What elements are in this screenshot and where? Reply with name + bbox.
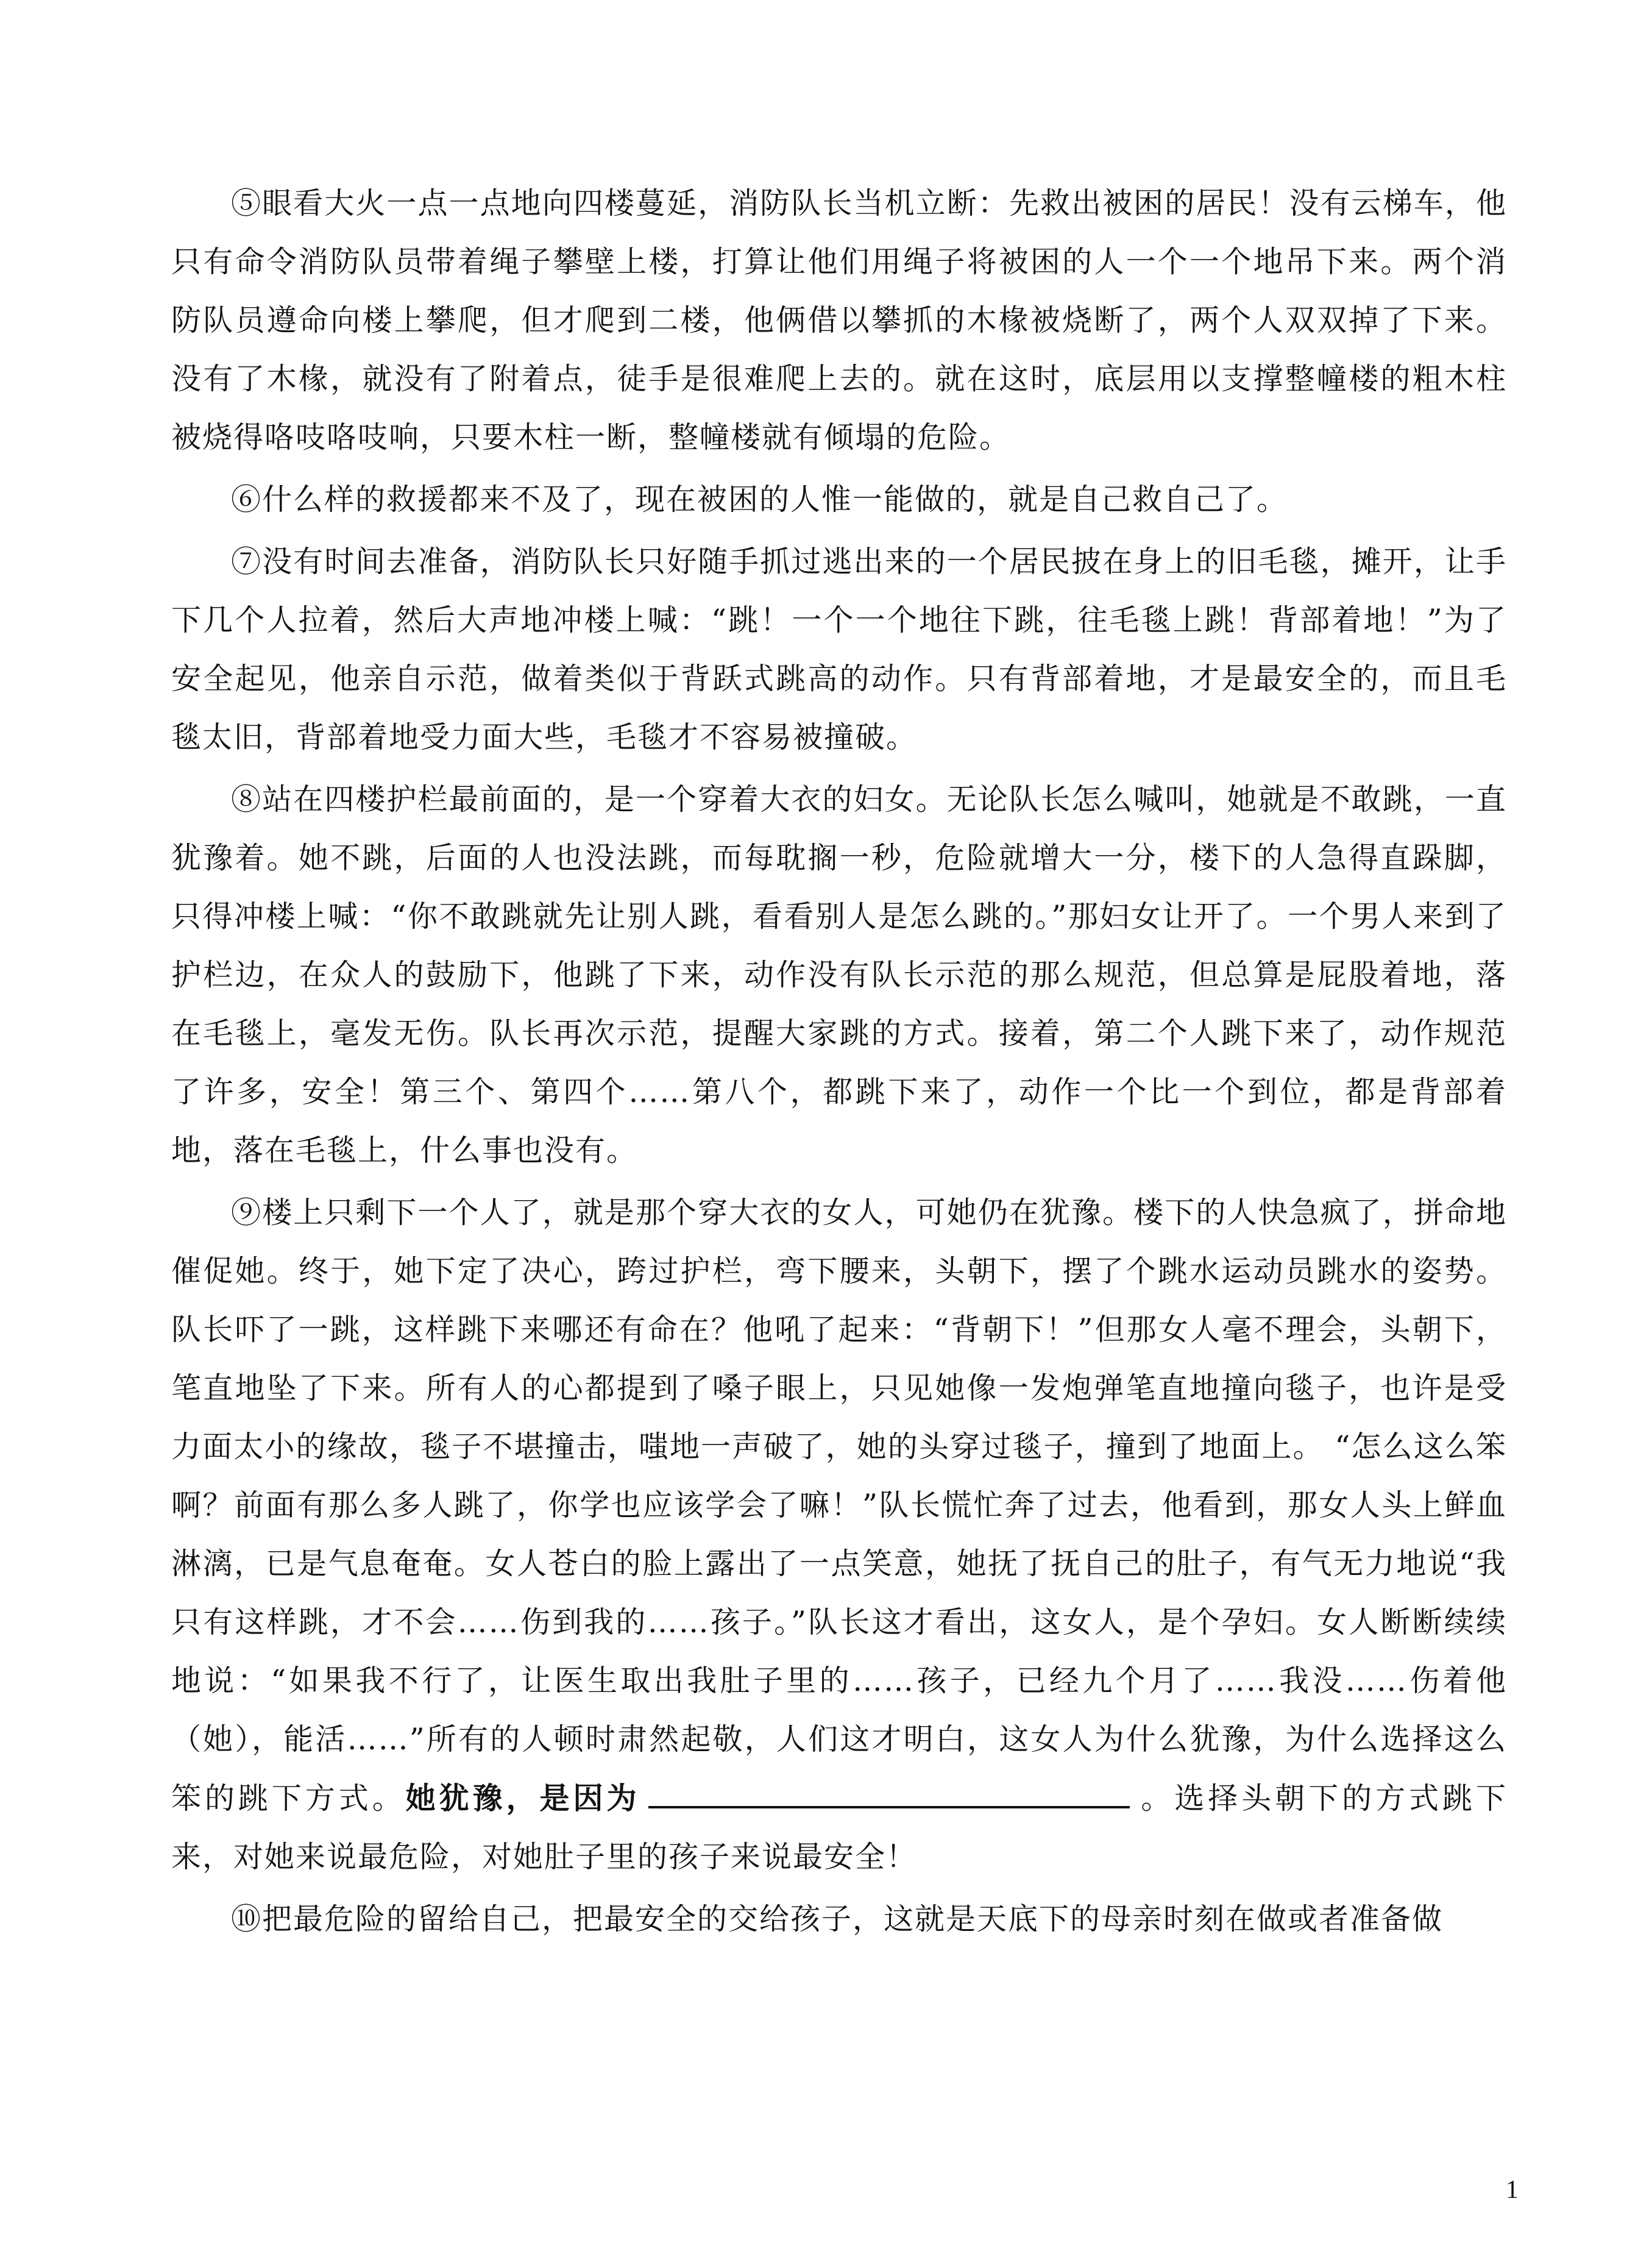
page-number: 1 bbox=[1506, 2176, 1519, 2204]
answer-blank[interactable] bbox=[648, 1774, 1130, 1808]
paragraph-5: ⑤眼看大火一点一点地向四楼蔓延，消防队长当机立断：先救出被困的居民！没有云梯车，他只有命令消防队员带着绳子攀壁上楼，打算让他们用绳子将被困的人一个一个地吊下来。两个消防队员遵命向楼上攀爬，但才爬到二楼，他俩借以攀抓的木椽被烧断了，两个人双双掉了下来。没有了木椽，就没有了附着点，徒手是很难爬上去的。就在这时，底层用以支撑整幢楼的粗木柱被烧得咯吱咯吱响，只要木柱一断，整幢楼就有倾塌的危险。 bbox=[171, 186, 1507, 455]
paragraph-8: ⑧站在四楼护栏最前面的，是一个穿着大衣的妇女。无论队长怎么喊叫，她就是不敢跳，一直犹豫着。她不跳，后面的人也没法跳，而每耽搁一秒，危险就增大一分，楼下的人急得直跺脚，只得冲楼上喊：“你不敢跳就先让别人跳，看看别人是怎么跳的。”那妇女让开了。一个男人来到了护栏边，在众人的鼓励下，他跳了下来，动作没有队长示范的那么规范，但总算是屁股着地，落在毛毯上，毫发无伤。队长再次示范，提醒大家跳的方式。接着，第二个人跳下来了，动作规范了许多，安全！第三个、第四个……第八个，都跳下来了，动作一个比一个到位，都是背部着地，落在毛毯上，什么事也没有。 bbox=[171, 782, 1507, 1168]
paragraph-9 bbox=[171, 1184, 1507, 1886]
article-body bbox=[171, 174, 1507, 1949]
paragraph-9-text: ⑨楼上只剩下一个人了，就是那个穿大衣的女人，可她仍在犹豫。楼下的人快急疯了，拼命地催促她。终于，她下定了决心，跨过护栏，弯下腰来，头朝下，摆了个跳水运动员跳水的姿势。队长吓了一跳，这样跳下来哪还有命在？他吼了起来：“背朝下！”但那女人毫不理会，头朝下，笔直地坠了下来。所有人的心都提到了嗓子眼上，只见她像一发炮弹笔直地撞向毯子，也许是受力面太小的缘故，毯子不堪撞击，嗤地一声破了，她的头穿过毯子，撞到了地面上。 “怎么这么笨啊？前面有那么多人跳了，你学也应该学会了嘛！”队长慌忙奔了过去，他看到，那女人头上鲜血淋漓，已是气息奄奄。女人苍白的脸上露出了一点笑意，她抚了抚自己的肚子，有气无力地说“我只有这样跳，才不会……伤到我的……孩子。”队长这才看出，这女人，是个孕妇。女人断断续续地说：“如果我不行了，让医生取出我肚子里的……孩子，已经九个月了……我没……伤着他（她），能活……”所有的人顿时肃然起敬，人们这才明白，这女人为什么犹豫，为什么选择这么笨的跳下方式。 bbox=[171, 1195, 1507, 1816]
question-prompt: 她犹豫，是因为 bbox=[405, 1780, 640, 1816]
paragraph-9-ending: 。选择头朝下的方式跳下来，对她来说最危险，对她肚子里的孩子来说最安全！ bbox=[171, 1781, 1507, 1874]
paragraph-10: ⑩把最危险的留给自己，把最安全的交给孩子，这就是天底下的母亲时刻在做或者准备做 bbox=[231, 1902, 1444, 1936]
paragraph-6: ⑥什么样的救援都来不及了，现在被困的人惟一能做的，就是自己救自己了。 bbox=[231, 482, 1288, 517]
paragraph-7: ⑦没有时间去准备，消防队长只好随手抓过逃出来的一个居民披在身上的旧毛毯，摊开，让手下几个人拉着，然后大声地冲楼上喊：“跳！一个一个地往下跳，往毛毯上跳！背部着地！”为了安全起见，他亲自示范，做着类似于背跃式跳高的动作。只有背部着地，才是最安全的，而且毛毯太旧，背部着地受力面大些，毛毯才不容易被撞破。 bbox=[171, 544, 1507, 755]
